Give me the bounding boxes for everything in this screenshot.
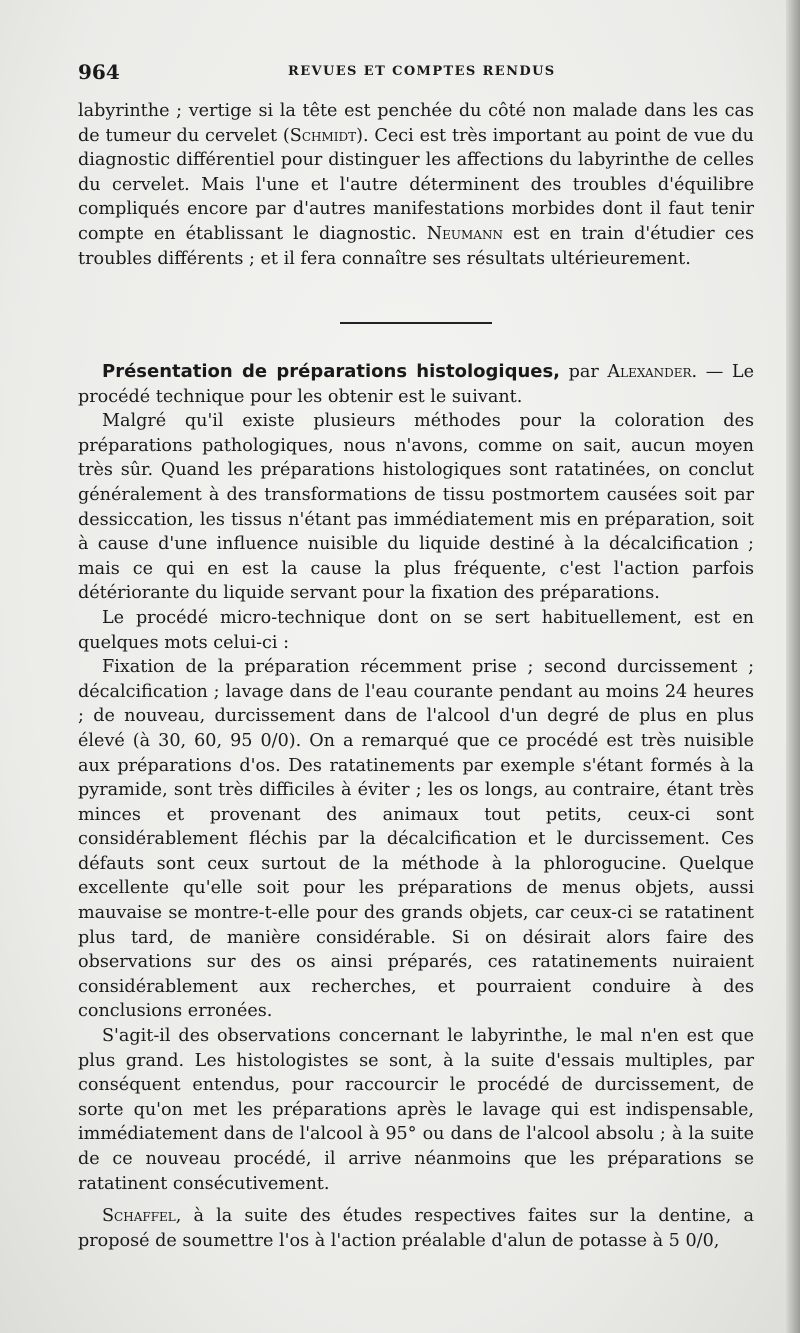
- author-schmidt: Schmidt: [289, 125, 357, 146]
- author-neumann: Neumann: [426, 223, 503, 244]
- paragraph-3: Fixation de la préparation récemment prise ; second durcissement ; décalcification ; lavage dans de l'eau courante pendant au moins 24 heures ; de nouveau, durcissement dans de l'alcool d'un degré de plus en plus élevé (à 30, 60, 95 0/0). On a remarqué que ce procédé est très nuisible aux préparations d'os. Des ratatinements par exemple s'étant formés à la pyramide, sont très difficiles à éviter ; les os longs, au contraire, étant très minces et provenant des animaux tout petits, ceux-ci sont considérablement fléchis par la décalcification et le durcissement. Ces défauts sont ceux surtout de la méthode à la phlorogucine. Quelque excellente qu'elle soit pour les préparations de menus objets, aussi mauvaise se montre-t-elle pour des grands objets, car ceux-ci se ratatinent plus tard, de manière considérable. Si on désirait alors faire des observations sur des os ainsi préparés, ces ratatinements nuiraient considérablement aux recherches, et pourraient conduire à des conclusions erronées.: [78, 657, 754, 1022]
- paragraph-1: Malgré qu'il existe plusieurs méthodes pour la coloration des préparations pathologiques, nous n'avons, comme on sait, aucun moyen très sûr. Quand les préparations histologiques sont ratatinées, on conclut généralement à des transformations de tissu postmortem causées soit par dessiccation, les tissus n'étant pas immédiatement mis en préparation, soit à cause d'une influence nuisible du liquide destiné à la décalcification ; mais ce qui en est la cause la plus fréquente, c'est l'action parfois détériorante du liquide servant pour la fixation des préparations.: [78, 411, 754, 604]
- running-head: REVUES ET COMPTES RENDUS: [288, 64, 556, 79]
- paragraph-5: Schaffel, à la suite des études respectives faites sur la dentine, a proposé de soumettre l'os à l'action préalable d'alun de potasse à 5 0/0,: [78, 1206, 754, 1251]
- section-divider: [340, 322, 492, 324]
- paragraph-4: S'agit-il des observations concernant le labyrinthe, le mal n'en est que plus grand. Les histologistes se sont, à la suite d'essais multiples, par conséquent entendus, pour raccourcir le procédé de durcissement, de sorte qu'on met les préparations après le lavage qui est indispensable, immédiatement dans de l'alcool à 95° ou dans de l'alcool absolu ; à la suite de ce nouveau procédé, il arrive néanmoins que les préparations se ratatinent consécutivement.: [78, 1026, 754, 1194]
- author-schaffel: Schaffel: [102, 1206, 176, 1227]
- page-number: 964: [78, 60, 120, 84]
- paragraph-2: Le procédé micro-technique dont on se sert habituellement, est en quelques mots celui-ci :: [78, 607, 754, 653]
- page-edge-shadow: [786, 0, 800, 1333]
- article-title: Présentation de préparations histologiques,: [102, 361, 561, 382]
- article-author: Alexander: [607, 362, 692, 382]
- article-body: [78, 360, 754, 1253]
- continued-text: labyrinthe ; vertige si la tête est penchée du côté non malade dans les cas de tumeur du cervelet (Schmidt). Ceci est très important au point de vue du diagnostic différentiel pour distinguer les affections du labyrinthe de celles du cervelet. Mais l'une et l'autre déterminent des troubles d'équilibre compliqués encore par d'autres manifestations morbides dont il faut tenir compte en établissant le diagnostic. Neumann est en train d'étudier ces troubles différents ; et il fera connaître ses résultats ultérieurement.: [78, 101, 754, 269]
- page-header: [78, 60, 752, 86]
- article-heading: Présentation de préparations histologiques, par Alexander. — Le procédé technique pour les obtenir est le suivant.: [78, 361, 754, 407]
- continued-paragraph: [78, 99, 754, 271]
